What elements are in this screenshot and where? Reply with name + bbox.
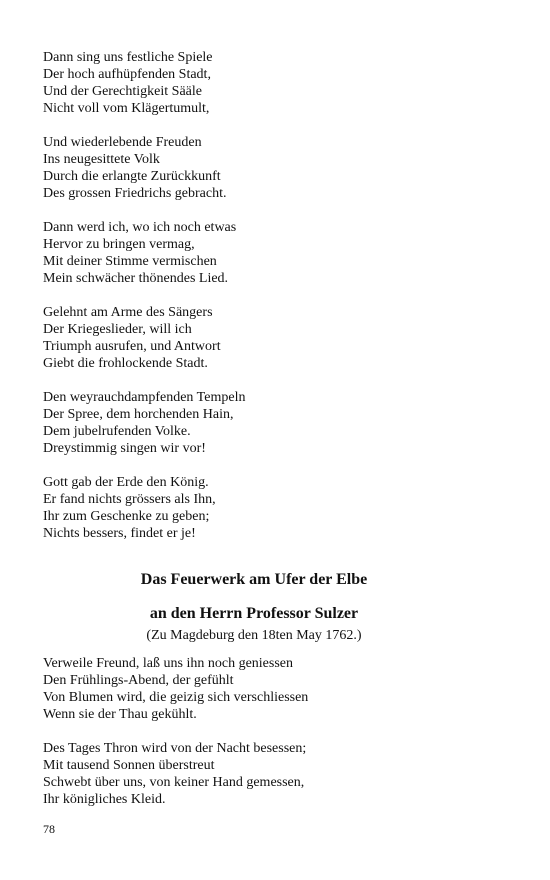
verse-line: Und wiederlebende Freuden — [43, 135, 202, 150]
verse-line: Und der Gerechtigkeit Sääle — [43, 84, 202, 99]
verse-line: Ihr königliches Kleid. — [43, 792, 166, 807]
stanza — [43, 740, 513, 808]
verse-line: Gott gab der Erde den König. — [43, 475, 209, 490]
verse-line: Den weyrauchdampfenden Tempeln — [43, 390, 246, 405]
poem-title: Das Feuerwerk am Ufer der Elbe — [140, 571, 368, 588]
stanza — [43, 49, 513, 117]
verse-line: Triumph ausrufen, und Antwort — [43, 339, 221, 354]
verse-line: Mit tausend Sonnen überstreut — [43, 758, 215, 773]
verse-line: Mit deiner Stimme vermischen — [43, 254, 217, 269]
verse-line: Des Tages Thron wird von der Nacht besessen; — [43, 741, 307, 756]
verse-line: Des grossen Friedrichs gebracht. — [43, 186, 227, 201]
poem-continuation — [43, 49, 513, 559]
verse-line: Gelehnt am Arme des Sängers — [43, 305, 213, 320]
verse-line: Mein schwächer thönendes Lied. — [43, 271, 229, 286]
verse-line: Durch die erlangte Zurückkunft — [43, 169, 221, 184]
verse-line: Dann sing uns festliche Spiele — [43, 50, 213, 65]
stanza — [43, 134, 513, 202]
stanza — [43, 219, 513, 287]
verse-line: Dreystimmig singen wir vor! — [43, 441, 206, 456]
verse-line: Der hoch aufhüpfenden Stadt, — [43, 67, 211, 82]
verse-line: Verweile Freund, laß uns ihn noch geniessen — [43, 656, 293, 671]
verse-line: Der Spree, dem horchenden Hain, — [43, 407, 234, 422]
verse-line: Ihr zum Geschenke zu geben; — [43, 509, 210, 524]
verse-line: Von Blumen wird, die geizig sich verschliessen — [43, 690, 309, 705]
verse-line: Der Kriegeslieder, will ich — [43, 322, 192, 337]
verse-line: Dann werd ich, wo ich noch etwas — [43, 220, 237, 235]
verse-line: Dem jubelrufenden Volke. — [43, 424, 191, 439]
poem-heading — [0, 560, 550, 664]
page-number: 78 — [43, 822, 55, 836]
verse-line: Schwebt über uns, von keiner Hand gemessen, — [43, 775, 305, 790]
verse-line: Er fand nichts grössers als Ihn, — [43, 492, 216, 507]
stanza — [43, 389, 513, 457]
verse-line: Hervor zu bringen vermag, — [43, 237, 195, 252]
verse-line: Nicht voll vom Klägertumult, — [43, 101, 210, 116]
stanza — [43, 474, 513, 542]
poem-body — [43, 655, 513, 825]
stanza — [43, 304, 513, 372]
poem-dedication: an den Herrn Professor Sulzer — [149, 605, 359, 622]
verse-line: Wenn sie der Thau gekühlt. — [43, 707, 197, 722]
stanza — [43, 655, 513, 723]
verse-line: Giebt die frohlockende Stadt. — [43, 356, 208, 371]
verse-line: Nichts bessers, findet er je! — [43, 526, 196, 541]
verse-line: Ins neugesittete Volk — [43, 152, 160, 167]
poem-subtitle: (Zu Magdeburg den 18ten May 1762.) — [146, 628, 362, 643]
verse-line: Den Frühlings-Abend, der gefühlt — [43, 673, 234, 688]
